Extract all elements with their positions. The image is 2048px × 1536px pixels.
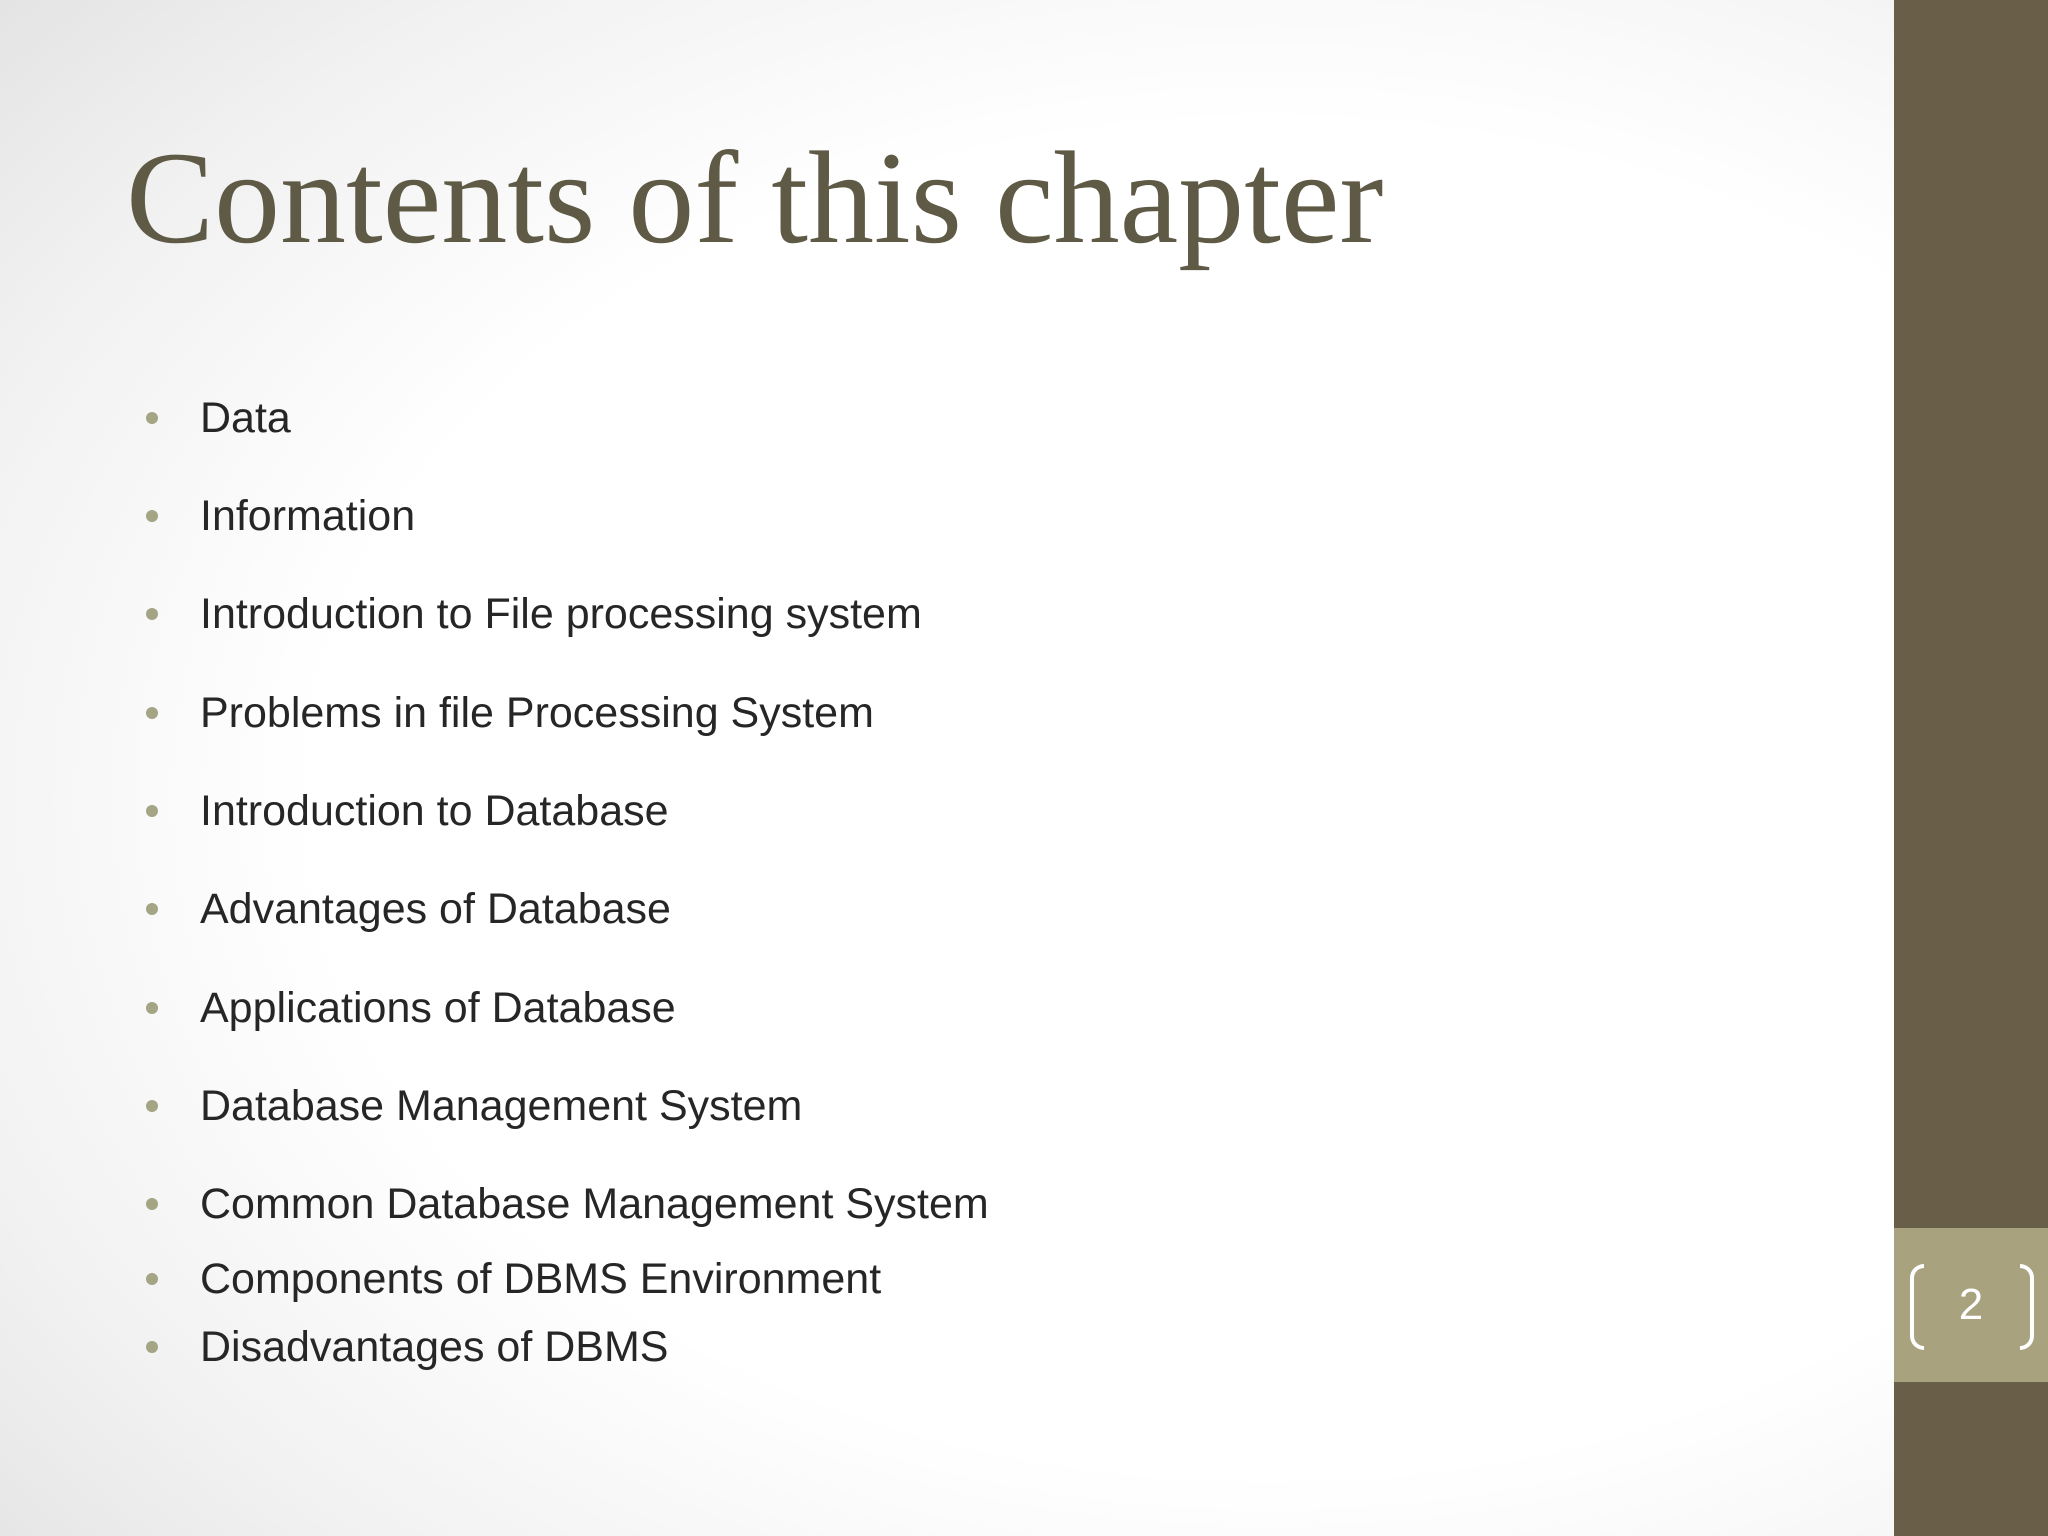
list-item (146, 1174, 989, 1234)
list-item (146, 978, 676, 1038)
list-item (146, 388, 291, 448)
list-item-text: Introduction to Database (200, 786, 669, 835)
list-item (146, 879, 671, 939)
bullet-dot-icon (146, 510, 158, 522)
list-item (146, 1249, 881, 1309)
page-number: 2 (1958, 1280, 1984, 1329)
list-item (146, 486, 415, 546)
bullet-dot-icon (146, 1273, 158, 1285)
list-item-text: Applications of Database (200, 983, 676, 1032)
list-item-text: Database Management System (200, 1081, 803, 1130)
list-item-text: Common Database Management System (200, 1179, 989, 1228)
list-item (146, 781, 669, 841)
list-item-text: Disadvantages of DBMS (200, 1322, 669, 1371)
list-item (146, 1317, 668, 1377)
bullet-dot-icon (146, 903, 158, 915)
side-bar (1894, 0, 2048, 1536)
bullet-dot-icon (146, 805, 158, 817)
list-item-text: Advantages of Database (200, 884, 671, 933)
bullet-dot-icon (146, 608, 158, 620)
list-item (146, 683, 874, 743)
bullet-dot-icon (146, 412, 158, 424)
list-item (146, 584, 922, 644)
bullet-dot-icon (146, 1002, 158, 1014)
bullet-dot-icon (146, 1100, 158, 1112)
list-item-text: Introduction to File processing system (200, 589, 922, 638)
bullet-dot-icon (146, 1341, 158, 1353)
list-item (146, 1076, 802, 1136)
bullet-dot-icon (146, 707, 158, 719)
list-item-text: Information (200, 491, 416, 540)
list-item-text: Data (200, 393, 291, 442)
bullet-dot-icon (146, 1198, 158, 1210)
list-item-text: Components of DBMS Environment (200, 1254, 882, 1303)
slide-title: Contents of this chapter (126, 124, 1384, 271)
list-item-text: Problems in file Processing System (200, 688, 874, 737)
page-number-box (1894, 1228, 2048, 1382)
